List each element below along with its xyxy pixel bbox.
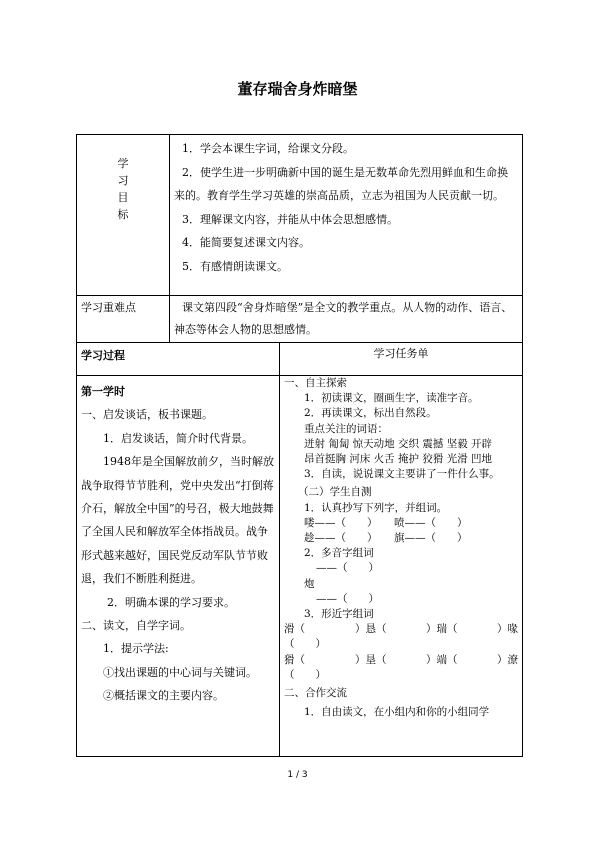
task-item: 1．初读课文，圈画生字，读准字音。 [304, 392, 479, 405]
goal-item: 5．有感情朗读课文。 [182, 259, 288, 273]
task-item: 3．形近字组词 [304, 608, 374, 621]
goals-row [77, 135, 523, 296]
task-words: 昂首挺胸 河床 火舌 掩护 狡猾 光滑 凹地 [304, 453, 493, 466]
key-points-row [77, 296, 523, 343]
similar-char-row: 滑（ ）恳（ ）瑞（ ）喙 [284, 623, 518, 636]
fill-row [284, 516, 518, 531]
process-body-row [77, 376, 523, 757]
step-text: 一、启发谈话，板书课题。 [81, 408, 213, 422]
step-text: 1．启发谈话，简介时代背景。 [103, 431, 253, 445]
task-heading: 一、自主探索 [284, 377, 347, 389]
task-item: 3．自读，说说课文主要讲了一件什么事。 [304, 468, 500, 481]
step-text: ②概括课文的主要内容。 [103, 689, 224, 703]
step-text: 二、读文，自学字词。 [81, 619, 191, 633]
task-item: 1．自由读文，在小组内和你的小组同学 [304, 706, 490, 719]
task-words: 迸射 匍匐 惊天动地 交织 震撼 坚毅 开辟 [304, 437, 493, 450]
step-paragraph: 1948年是全国解放前夕，当时解放战争取得节节胜利，党中央发出“打倒蒋介石，解放全中国”的号召，极大地鼓舞了全国人民和解放军全体指战员。战争形式越来越好，国民党反动军队节节败退，我们不断胜利挺进。 [81, 455, 274, 586]
process-left-column [77, 376, 280, 757]
polyphone-char: 炮 [304, 577, 315, 590]
goal-item: 3．理解课文内容，并能从中体会思想感情。 [182, 212, 398, 226]
goals-label-cell [77, 135, 170, 296]
fill-blank: 趁——（ ） [304, 532, 378, 545]
process-header-left: 学习过程 [77, 343, 280, 376]
task-item: 1．认真抄写下列字，并组词。 [304, 501, 448, 514]
process-header-row [77, 343, 523, 376]
goals-label: 学 习 目 标 [117, 157, 129, 221]
task-item: 2．多音字组词 [304, 547, 374, 560]
goal-item: 2．使学生进一步明确新中国的诞生是无数革命先烈用鲜血和生命换来的。教育学生学习英雄的崇高品质，立志为祖国为人民贡献一切。 [174, 165, 508, 202]
process-header-right: 学习任务单 [280, 343, 523, 376]
fill-blank: ——（ ） [316, 592, 379, 605]
similar-char-row: 猾（ ）垦（ ）端（ ）潦 [284, 653, 518, 666]
goal-item: 1．学会本课生字词，给课文分段。 [182, 142, 354, 155]
fill-blank: 旗——（ ） [394, 532, 468, 545]
fill-blank: ——（ ） [316, 562, 379, 575]
task-item: 2．再读课文，标出自然段。 [304, 407, 437, 420]
fill-blank: 喷——（ ） [394, 516, 468, 529]
key-points-text: 课文第四段“舍身炸暗堡”是全文的教学重点。从人物的动作、语言、神态等体会人物的思想感情。 [170, 296, 523, 343]
fill-blank: （ ） [284, 638, 326, 651]
lesson-plan-table [76, 134, 523, 757]
task-focus-label: 重点关注的词语： [304, 422, 388, 435]
task-heading: 二、合作交流 [284, 687, 347, 700]
key-points-label: 学习重难点 [77, 296, 170, 343]
step-text: 2．明确本课的学习要求。 [107, 595, 235, 609]
task-heading: （二）学生自测 [298, 486, 372, 499]
fill-row [284, 531, 518, 546]
fill-blank: 喽——（ ） [304, 516, 378, 529]
page-number: 1 / 3 [287, 770, 308, 780]
fill-blank: （ ） [284, 668, 326, 681]
section-heading: 第一学时 [81, 385, 125, 398]
page-title: 董存瑞舍身炸暗堡 [237, 80, 358, 98]
step-text: 1．提示学法: [103, 642, 169, 656]
goals-content-cell [170, 135, 523, 296]
step-text: ①找出课题的中心词与关键词。 [103, 665, 257, 679]
goal-item: 4．能简要复述课文内容。 [182, 236, 310, 249]
process-right-column [280, 376, 523, 757]
